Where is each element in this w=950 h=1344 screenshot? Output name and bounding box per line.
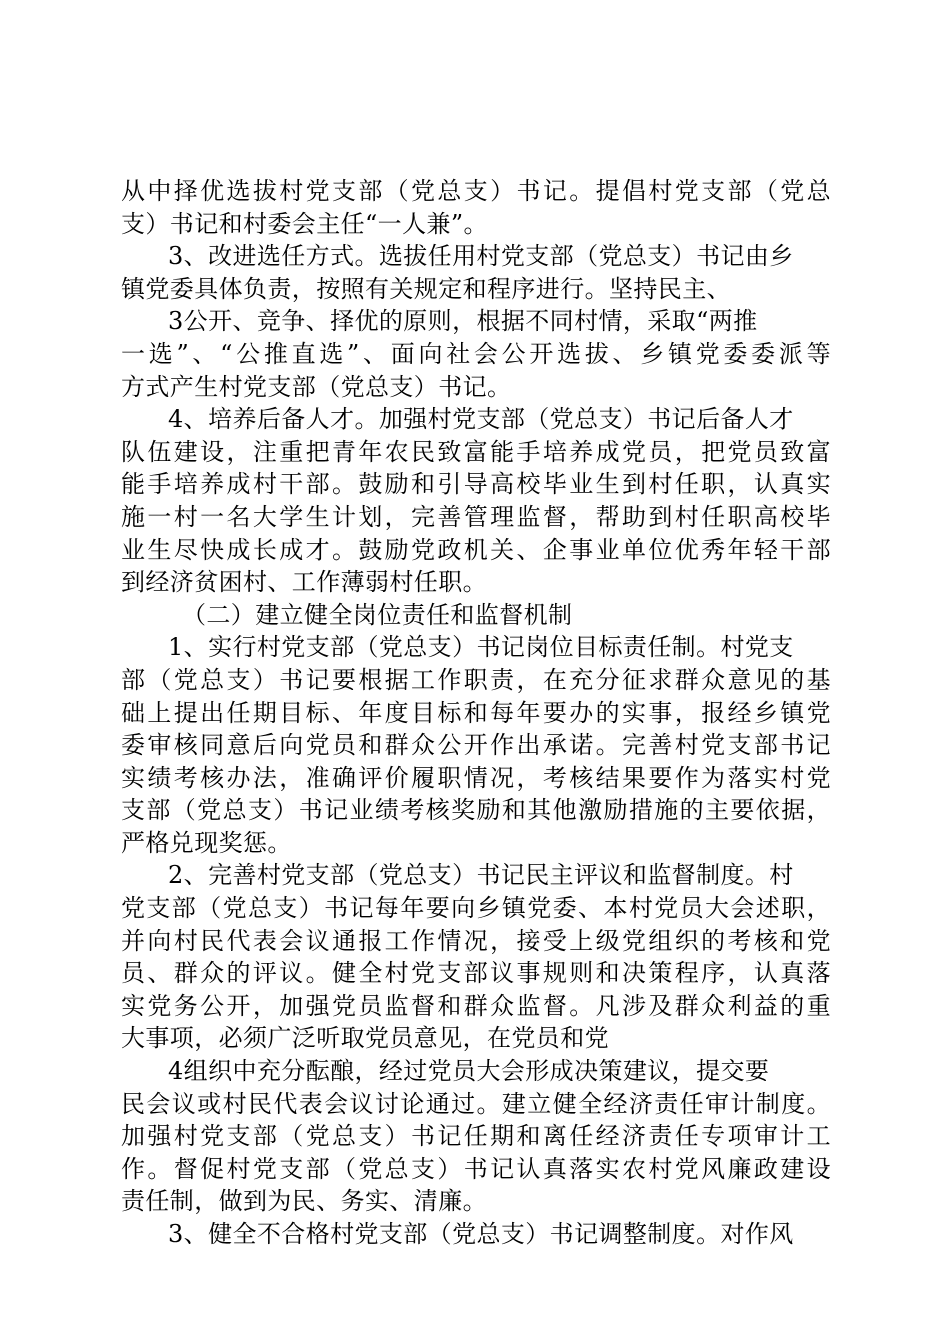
text-line: 1、实行村党支部（党总支）书记岗位目标责任制。村党支 (168, 633, 794, 662)
text-line: 作。督促村党支部（党总支）书记认真落实农村党风廉政建设 (121, 1154, 831, 1183)
text-line: 加强村党支部（党总支）书记任期和离任经济责任专项审计工 (121, 1122, 831, 1151)
text-line: 施一村一名大学生计划，完善管理监督，帮助到村任职高校毕 (121, 502, 831, 531)
text-line: 员、群众的评议。健全村党支部议事规则和决策程序，认真落 (121, 959, 831, 988)
text-line: 础上提出任期目标、年度目标和每年要办的实事，报经乡镇党 (121, 698, 831, 727)
text-line: 支部（党总支）书记业绩考核奖励和其他激励措施的主要依据， (121, 796, 831, 825)
text-line: 部（党总支）书记要根据工作职责，在充分征求群众意见的基 (121, 665, 831, 694)
text-line: 党支部（党总支）书记每年要向乡镇党委、本村党员大会述职， (121, 894, 831, 923)
text-line: 一选”、“公推直选”、面向社会公开选拔、乡镇党委委派等 (121, 339, 831, 368)
text-line: 方式产生村党支部（党总支）书记。 (121, 372, 512, 401)
text-line: 实党务公开，加强党员监督和群众监督。凡涉及群众利益的重 (121, 991, 831, 1020)
text-line: 民会议或村民代表会议讨论通过。建立健全经济责任审计制度。 (121, 1089, 831, 1118)
text-line: 严格兑现奖惩。 (121, 828, 292, 857)
text-line: 镇党委具体负责，按照有关规定和程序进行。坚持民主、 (121, 274, 731, 303)
text-line: 业生尽快成长成才。鼓励党政机关、企事业单位优秀年轻干部 (121, 535, 831, 564)
section-heading: （二）建立健全岗位责任和监督机制 (182, 600, 573, 629)
text-line: 支）书记和村委会主任“一人兼”。 (121, 209, 488, 238)
text-line: 4、培养后备人才。加强村党支部（党总支）书记后备人才 (168, 405, 794, 434)
text-line: 3公开、竞争、择优的原则，根据不同村情，采取“两推 (168, 307, 758, 336)
document-body (0, 175, 950, 1251)
text-line: 并向村民代表会议通报工作情况，接受上级党组织的考核和党 (121, 926, 831, 955)
text-line: 大事项，必须广泛听取党员意见，在党员和党 (121, 1024, 609, 1053)
text-line: 3、健全不合格村党支部（党总支）书记调整制度。对作风 (168, 1220, 794, 1248)
text-line: 实绩考核办法，准确评价履职情况，考核结果要作为落实村党 (121, 763, 831, 792)
text-line: 4组织中充分酝酿，经过党员大会形成决策建议，提交要 (168, 1057, 770, 1086)
text-line: 委审核同意后向党员和群众公开作出承诺。完善村党支部书记 (121, 731, 831, 760)
text-line: 3、改进选任方式。选拔任用村党支部（党总支）书记由乡 (168, 242, 794, 271)
text-line: 责任制，做到为民、务实、清廉。 (121, 1187, 487, 1216)
text-line: 到经济贫困村、工作薄弱村任职。 (121, 568, 487, 597)
text-line: 能手培养成村干部。鼓励和引导高校毕业生到村任职，认真实 (121, 470, 831, 499)
text-line: 队伍建设，注重把青年农民致富能手培养成党员，把党员致富 (121, 437, 831, 466)
text-line: 2、完善村党支部（党总支）书记民主评议和监督制度。村 (168, 861, 794, 890)
text-line: 从中择优选拔村党支部（党总支）书记。提倡村党支部（党总 (121, 177, 831, 205)
